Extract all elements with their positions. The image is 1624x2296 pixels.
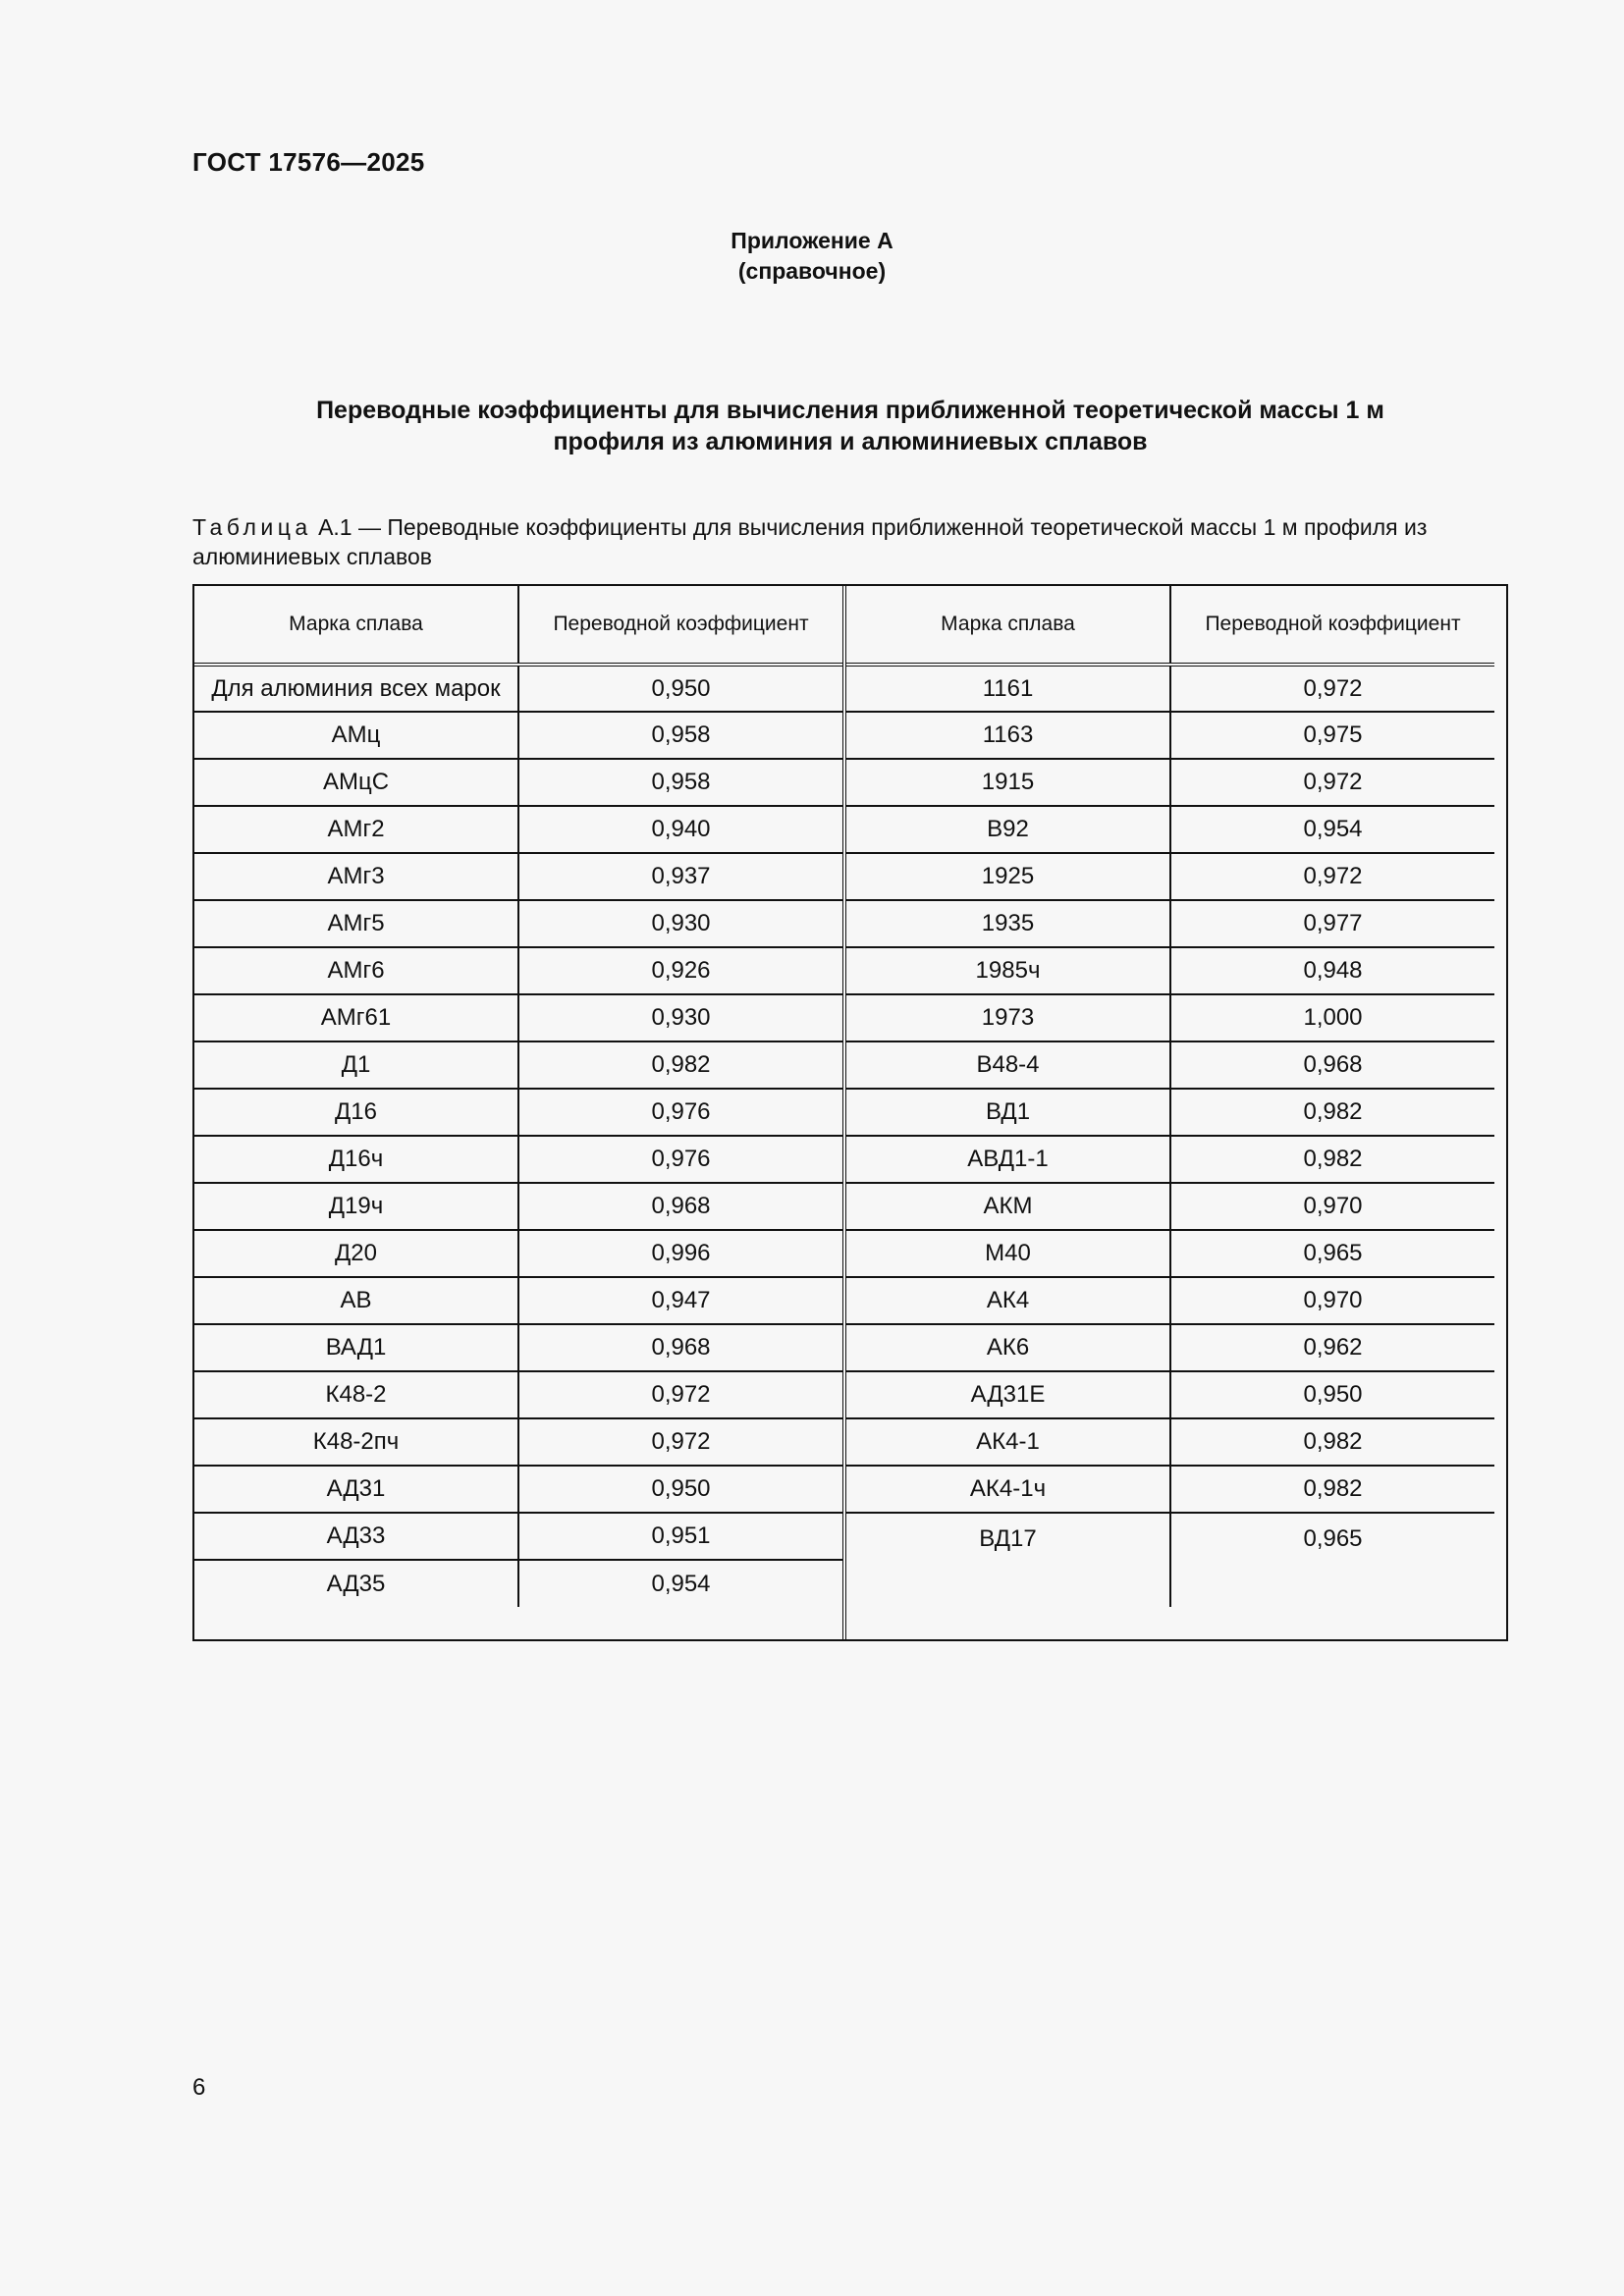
cell-alloy-grade: АК4-1ч xyxy=(846,1466,1170,1513)
table-caption xyxy=(192,512,1513,571)
cell-alloy-grade: АКМ xyxy=(846,1183,1170,1230)
cell-coefficient: 0,968 xyxy=(518,1183,842,1230)
cell-coefficient: 0,972 xyxy=(1170,665,1494,712)
cell-alloy-grade: К48-2пч xyxy=(194,1418,518,1466)
cell-alloy-grade: 1925 xyxy=(846,853,1170,900)
table-row xyxy=(194,1183,842,1230)
table-row xyxy=(846,1136,1494,1183)
table-row xyxy=(194,1324,842,1371)
table-row xyxy=(194,806,842,853)
cell-alloy-grade: АМг5 xyxy=(194,900,518,947)
cell-coefficient: 0,958 xyxy=(518,759,842,806)
cell-alloy-grade: АД35 xyxy=(326,1570,386,1597)
cell-coefficient: 0,926 xyxy=(518,947,842,994)
cell-coefficient: 0,996 xyxy=(518,1230,842,1277)
cell-coefficient: 0,958 xyxy=(518,712,842,759)
cell-coefficient: 1,000 xyxy=(1170,994,1494,1041)
table-row xyxy=(846,1466,1494,1513)
cell-coefficient: 0,950 xyxy=(518,665,842,712)
table-row xyxy=(194,1089,842,1136)
table-header-row xyxy=(194,586,842,665)
cell-coefficient: 0,982 xyxy=(1170,1466,1494,1513)
table-right-half xyxy=(846,586,1494,1639)
header-alloy-grade: Марка сплава xyxy=(846,586,1170,665)
cell-alloy-grade: АК6 xyxy=(846,1324,1170,1371)
cell-alloy-grade: АМг3 xyxy=(194,853,518,900)
cell-coefficient: 0,977 xyxy=(1170,900,1494,947)
cell-alloy-grade: М40 xyxy=(846,1230,1170,1277)
table-row xyxy=(846,1041,1494,1089)
table-right-grid xyxy=(846,586,1494,1607)
table-row xyxy=(846,1230,1494,1277)
table-row xyxy=(846,806,1494,853)
coefficients-table xyxy=(192,584,1508,1641)
table-row xyxy=(846,1277,1494,1324)
cell-alloy-grade: 1163 xyxy=(846,712,1170,759)
table-row xyxy=(194,665,842,712)
cell-alloy-grade: АМг6 xyxy=(194,947,518,994)
cell-coefficient: 0,954 xyxy=(518,1560,842,1607)
cell-alloy-grade: ВД1 xyxy=(846,1089,1170,1136)
cell-alloy-grade: Д19ч xyxy=(194,1183,518,1230)
cell-alloy-grade: Для алюминия всех марок xyxy=(194,665,518,712)
table-row xyxy=(846,759,1494,806)
cell-coefficient: 0,951 xyxy=(518,1513,842,1560)
cell-coefficient: 0,962 xyxy=(1170,1324,1494,1371)
cell-coefficient: 0,947 xyxy=(518,1277,842,1324)
cell-coefficient: 0,982 xyxy=(1170,1418,1494,1466)
table-row xyxy=(846,712,1494,759)
cell-coefficient: 0,972 xyxy=(1170,853,1494,900)
cell-coefficient: 0,930 xyxy=(518,994,842,1041)
cell-coefficient: 0,972 xyxy=(518,1371,842,1418)
cell-alloy-grade: 1973 xyxy=(846,994,1170,1041)
cell-alloy-grade: В48-4 xyxy=(846,1041,1170,1089)
table-row xyxy=(846,1513,1494,1607)
cell-coefficient: 0,972 xyxy=(1170,759,1494,806)
cell-alloy-grade: ВАД1 xyxy=(194,1324,518,1371)
cell-alloy-grade: ВД17 xyxy=(979,1525,1037,1552)
table-row xyxy=(846,1418,1494,1466)
cell-alloy-grade: АВ xyxy=(194,1277,518,1324)
cell-coefficient: 0,948 xyxy=(1170,947,1494,994)
cell-alloy-grade: АВД1-1 xyxy=(846,1136,1170,1183)
table-row xyxy=(194,853,842,900)
cell-coefficient: 0,972 xyxy=(518,1418,842,1466)
document-title-line-2: профиля из алюминия и алюминиевых сплавов xyxy=(553,428,1148,455)
table-row xyxy=(194,1513,842,1560)
cell-coefficient: 0,975 xyxy=(1170,712,1494,759)
cell-alloy-grade: В92 xyxy=(846,806,1170,853)
table-row xyxy=(194,1371,842,1418)
cell-coefficient: 0,976 xyxy=(518,1089,842,1136)
table-row xyxy=(846,900,1494,947)
cell-alloy-grade: Д16 xyxy=(194,1089,518,1136)
table-row xyxy=(194,1418,842,1466)
table-row xyxy=(194,1560,842,1607)
table-row xyxy=(194,1136,842,1183)
cell-alloy-grade: АД31Е xyxy=(846,1371,1170,1418)
cell-coefficient: 0,968 xyxy=(518,1324,842,1371)
cell-alloy-grade: АК4 xyxy=(846,1277,1170,1324)
header-conversion-coefficient: Переводной коэффициент xyxy=(1170,586,1494,665)
cell-alloy-grade: АД33 xyxy=(194,1513,518,1560)
cell-coefficient: 0,982 xyxy=(1170,1089,1494,1136)
cell-alloy-grade: 1985ч xyxy=(846,947,1170,994)
table-left-half xyxy=(194,586,842,1639)
header-conversion-coefficient: Переводной коэффициент xyxy=(518,586,842,665)
cell-alloy-grade: Д1 xyxy=(194,1041,518,1089)
cell-coefficient: 0,950 xyxy=(518,1466,842,1513)
cell-coefficient: 0,950 xyxy=(1170,1371,1494,1418)
cell-alloy-grade: 1161 xyxy=(846,665,1170,712)
cell-alloy-grade: К48-2 xyxy=(194,1371,518,1418)
table-row xyxy=(846,665,1494,712)
table-row xyxy=(194,994,842,1041)
page-number: 6 xyxy=(192,2074,206,2101)
table-row xyxy=(194,947,842,994)
cell-alloy-grade: АМг61 xyxy=(194,994,518,1041)
cell-alloy-grade: АМг2 xyxy=(194,806,518,853)
cell-coefficient: 0,954 xyxy=(1170,806,1494,853)
document-title xyxy=(192,395,1508,457)
table-row xyxy=(194,1230,842,1277)
cell-alloy-grade: АМцС xyxy=(194,759,518,806)
cell-alloy-grade: 1935 xyxy=(846,900,1170,947)
table-row xyxy=(846,947,1494,994)
cell-alloy-grade: АМц xyxy=(194,712,518,759)
appendix-title: Приложение А xyxy=(731,228,893,253)
standard-code: ГОСТ 17576—2025 xyxy=(192,147,425,177)
table-caption-text: А.1 — Переводные коэффициенты для вычисления приближенной теоретической массы 1 м профиля из алюминиевых сплавов xyxy=(192,514,1428,569)
table-row xyxy=(194,900,842,947)
cell-coefficient: 0,937 xyxy=(518,853,842,900)
table-row xyxy=(194,712,842,759)
cell-coefficient: 0,970 xyxy=(1170,1277,1494,1324)
table-row xyxy=(846,853,1494,900)
table-row xyxy=(846,994,1494,1041)
appendix-heading xyxy=(0,226,1624,287)
cell-coefficient: 0,968 xyxy=(1170,1041,1494,1089)
appendix-type: (справочное) xyxy=(737,258,887,284)
table-row xyxy=(846,1183,1494,1230)
table-row xyxy=(194,1041,842,1089)
table-row xyxy=(194,759,842,806)
table-row xyxy=(846,1371,1494,1418)
cell-alloy-grade: АК4-1 xyxy=(846,1418,1170,1466)
table-row xyxy=(846,1089,1494,1136)
table-header-row xyxy=(846,586,1494,665)
cell-coefficient: 0,970 xyxy=(1170,1183,1494,1230)
cell-coefficient: 0,976 xyxy=(518,1136,842,1183)
cell-alloy-grade: АД31 xyxy=(194,1466,518,1513)
cell-coefficient: 0,982 xyxy=(1170,1136,1494,1183)
cell-coefficient: 0,930 xyxy=(518,900,842,947)
cell-coefficient: 0,965 xyxy=(1170,1513,1494,1607)
table-caption-label: Таблица xyxy=(192,514,312,540)
cell-coefficient: 0,940 xyxy=(518,806,842,853)
table-left-grid xyxy=(194,586,842,1607)
cell-alloy-grade: 1915 xyxy=(846,759,1170,806)
document-title-line-1: Переводные коэффициенты для вычисления приближенной теоретической массы 1 м xyxy=(316,397,1384,424)
header-alloy-grade: Марка сплава xyxy=(194,586,518,665)
table-row xyxy=(194,1466,842,1513)
table-row xyxy=(194,1277,842,1324)
table-row xyxy=(846,1324,1494,1371)
cell-coefficient: 0,982 xyxy=(518,1041,842,1089)
cell-alloy-grade: Д16ч xyxy=(194,1136,518,1183)
cell-alloy-grade: Д20 xyxy=(194,1230,518,1277)
cell-coefficient: 0,965 xyxy=(1170,1230,1494,1277)
